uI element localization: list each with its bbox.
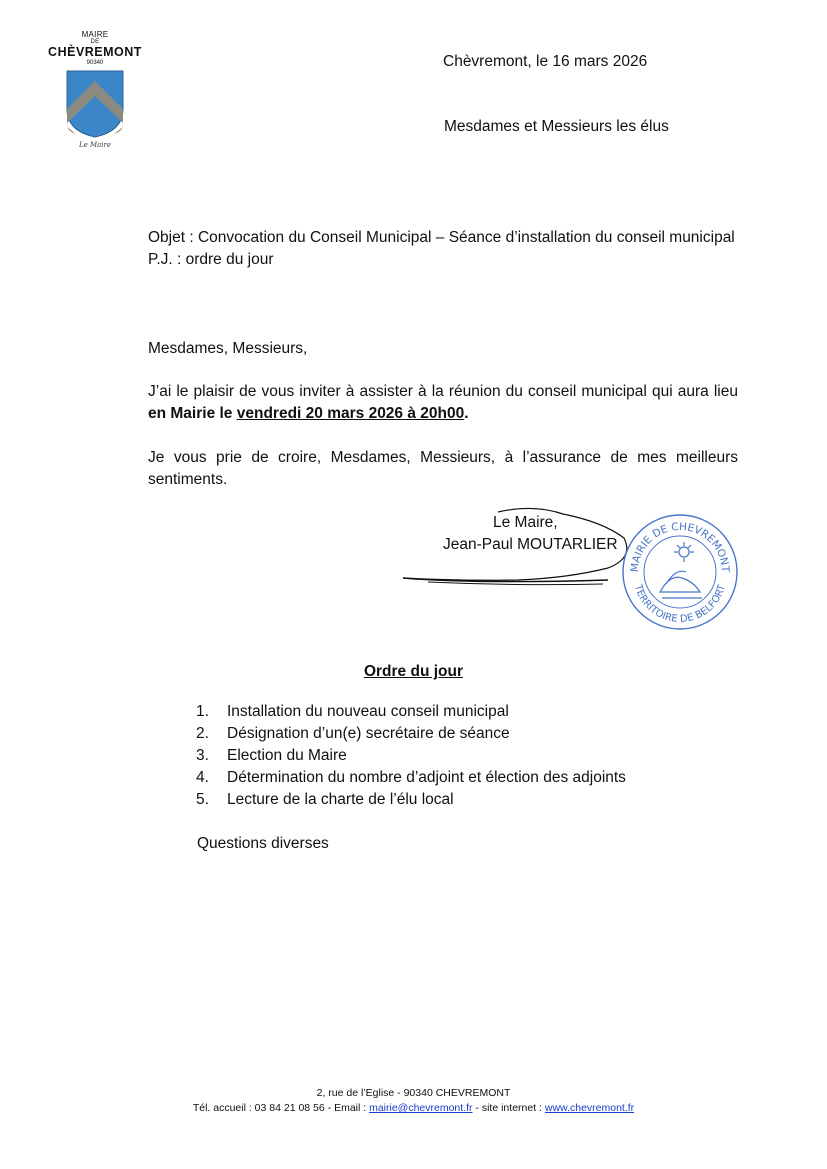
town-logo: [40, 30, 150, 155]
website-link[interactable]: www.chevremont.fr: [544, 1102, 635, 1114]
agenda-item-number: 3.: [196, 747, 209, 764]
agenda-title: Ordre du jour: [363, 663, 464, 680]
closing-paragraph: Je vous prie de croire, Mesdames, Messieurs, à l’assurance de mes meilleurs sentiments.: [148, 449, 738, 488]
signer-title: Le Maire,: [493, 514, 558, 531]
logo-town-name: CHÈVREMONT: [48, 45, 142, 59]
official-stamp: [620, 512, 740, 632]
agenda-item: [196, 701, 626, 723]
coat-of-arms-icon: [64, 69, 126, 139]
salutation: Mesdames, Messieurs,: [148, 340, 308, 357]
signer-name: Jean-Paul MOUTARLIER: [443, 536, 618, 553]
agenda-item-label: Désignation d’un(e) secrétaire de séance: [227, 725, 510, 742]
attachment-line: P.J. : ordre du jour: [148, 250, 274, 268]
invitation-location: en Mairie le: [148, 404, 233, 422]
agenda-item: [196, 789, 626, 811]
footer-address: 2, rue de l’Eglise - 90340 CHEVREMONT: [316, 1087, 511, 1099]
stamp-emblem-icon: [660, 542, 702, 598]
agenda-list: [196, 701, 626, 811]
agenda-item-label: Détermination du nombre d’adjoint et élection des adjoints: [227, 769, 626, 786]
footer-site-prefix: - site internet :: [472, 1102, 545, 1114]
object-line: Objet : Convocation du Conseil Municipal – Séance d’installation du conseil municipal: [148, 229, 735, 246]
footer: [0, 1086, 827, 1116]
agenda-item-number: 1.: [196, 703, 209, 720]
stamp-top-text: MAIRIE DE CHEVREMONT: [628, 520, 732, 573]
agenda-item-number: 2.: [196, 725, 209, 742]
invitation-end: .: [464, 404, 469, 422]
footer-contact: [0, 1101, 827, 1116]
agenda-item-number: 4.: [196, 769, 209, 786]
stamp-bottom-text: TERRITOIRE DE BELFORT: [632, 583, 728, 626]
invitation-datetime: vendredi 20 mars 2026 à 20h00: [236, 404, 465, 422]
object-block: [148, 227, 738, 270]
footer-phone: Tél. accueil : 03 84 21 08 56 - Email :: [192, 1102, 370, 1114]
logo-caption: Le Maire: [78, 141, 112, 149]
agenda-item-number: 5.: [196, 791, 209, 808]
agenda-item-label: Election du Maire: [227, 747, 347, 764]
logo-line-maire: MAIRE: [81, 30, 109, 39]
agenda-item: [196, 745, 626, 767]
invitation-start: J’ai le plaisir de vous inviter à assister à la réunion du conseil municipal qui aura lieu: [148, 383, 738, 400]
logo-line-de: DE: [90, 39, 100, 45]
agenda-item-label: Lecture de la charte de l’élu local: [227, 791, 454, 808]
recipients: Mesdames et Messieurs les élus: [444, 118, 669, 135]
agenda-item: [196, 723, 626, 745]
logo-postal-code: 90340: [86, 60, 104, 66]
questions-diverses: Questions diverses: [197, 835, 329, 852]
invitation-paragraph: [148, 381, 738, 424]
email-link[interactable]: mairie@chevremont.fr: [369, 1102, 473, 1114]
place-date: Chèvremont, le 16 mars 2026: [443, 53, 648, 70]
agenda-item: [196, 767, 626, 789]
agenda-item-label: Installation du nouveau conseil municipal: [227, 703, 509, 720]
